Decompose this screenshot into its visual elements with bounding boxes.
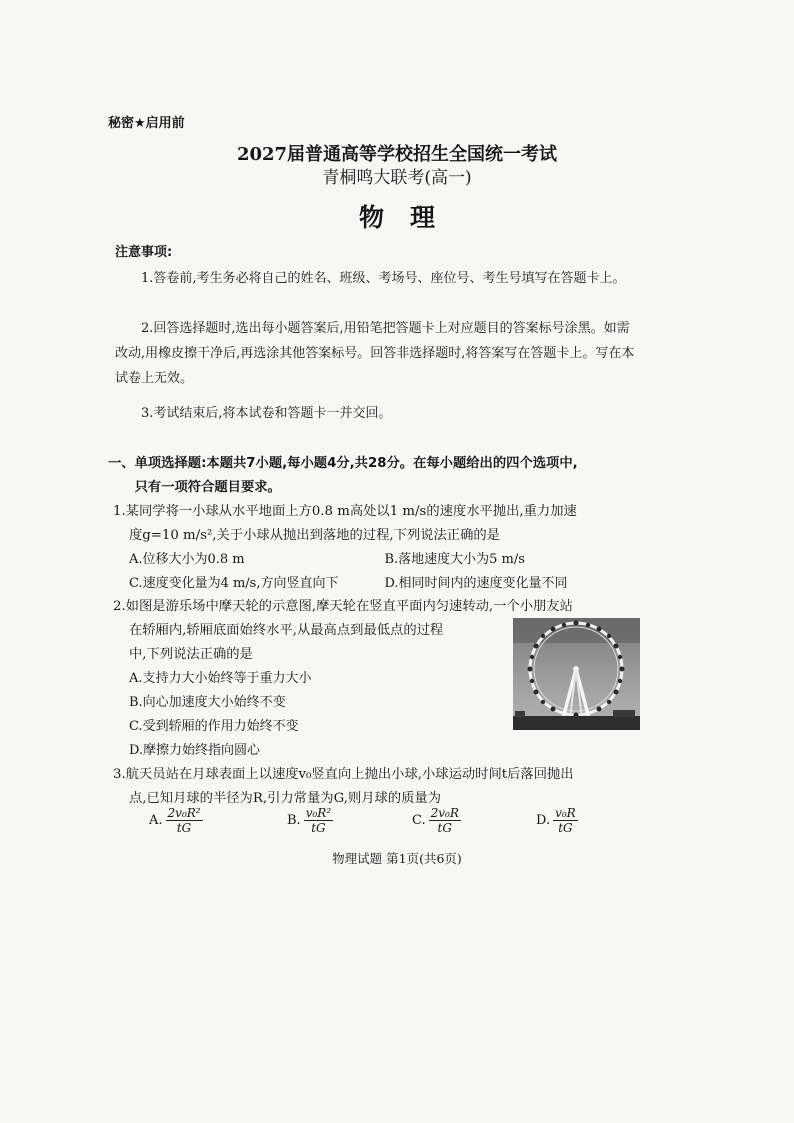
question-3-line1: 3.航天员站在月球表面上以速度v₀竖直向上抛出小球,小球运动时间t后落回抛出 bbox=[113, 767, 574, 782]
question-1-line2: 度g=10 m/s²,关于小球从抛出到落地的过程,下列说法正确的是 bbox=[128, 528, 500, 543]
notes-title: 注意事项: bbox=[115, 245, 173, 260]
q3-option-d-label: D. bbox=[536, 813, 551, 828]
question-1-line1: 1.某同学将一小球从水平地面上方0.8 m高处以1 m/s的速度水平抛出,重力加速 bbox=[113, 504, 577, 519]
question-3 bbox=[113, 763, 640, 811]
exam-title: 2027届普通高等学校招生全国统一考试 bbox=[236, 144, 558, 165]
q3-option-a-numerator: 2v₀R² bbox=[167, 806, 201, 820]
question-2-line3: 中,下列说法正确的是 bbox=[128, 647, 253, 662]
question-1 bbox=[113, 500, 640, 596]
q3-option-c-denominator: tG bbox=[437, 821, 452, 835]
q3-option-a-label: A. bbox=[149, 813, 163, 828]
q1-option-c: C.速度变化量为4 m/s,方向竖直向下 bbox=[128, 576, 339, 591]
q3-option-b-numerator: v₀R² bbox=[305, 806, 332, 820]
confidential-label: 秘密★启用前 bbox=[108, 116, 185, 131]
q1-option-b: B.落地速度大小为5 m/s bbox=[384, 552, 525, 567]
q3-option-d-denominator: tG bbox=[558, 821, 573, 835]
q2-option-d: D.摩擦力始终指向圆心 bbox=[128, 743, 261, 758]
section-heading-line2: 只有一项符合题目要求。 bbox=[134, 480, 281, 495]
q3-option-b-label: B. bbox=[287, 813, 301, 828]
note-item-3: 3.考试结束后,将本试卷和答题卡一并交回。 bbox=[141, 406, 392, 421]
exam-subtitle: 青桐鸣大联考(高一) bbox=[322, 168, 472, 188]
section-heading bbox=[108, 452, 640, 500]
q3-option-b-denominator: tG bbox=[311, 821, 326, 835]
q3-option-d bbox=[536, 806, 578, 835]
subject-title: 物理 bbox=[358, 203, 461, 232]
q3-option-a bbox=[149, 806, 203, 835]
question-1-options bbox=[113, 548, 640, 596]
q3-option-d-numerator: v₀R bbox=[555, 806, 576, 820]
question-3-line2: 点,已知月球的半径为R,引力常量为G,则月球的质量为 bbox=[128, 791, 442, 806]
q1-option-a: A.位移大小为0.8 m bbox=[128, 552, 245, 567]
q3-option-c bbox=[412, 806, 461, 835]
page-footer: 物理试题 第1页(共6页) bbox=[332, 851, 462, 866]
q1-option-d: D.相同时间内的速度变化量不同 bbox=[384, 576, 568, 591]
q3-option-c-label: C. bbox=[412, 813, 426, 828]
q3-option-b bbox=[287, 806, 333, 835]
q3-option-c-numerator: 2v₀R bbox=[430, 806, 459, 820]
ferris-wheel-image bbox=[513, 618, 640, 730]
q2-option-a: A.支持力大小始终等于重力大小 bbox=[128, 671, 312, 686]
note-item-2: 2.回答选择题时,选出每小题答案后,用铅笔把答题卡上对应题目的答案标号涂黑。如需改动,用橡皮擦干净后,再选涂其他答案标号。回答非选择题时,将答案写在答题卡上。写在本试卷上无效。 bbox=[115, 321, 635, 386]
q2-option-b: B.向心加速度大小始终不变 bbox=[128, 695, 286, 710]
q2-option-c: C.受到轿厢的作用力始终不变 bbox=[128, 719, 299, 734]
note-item-1: 1.答卷前,考生务必将自己的姓名、班级、考场号、座位号、考生号填写在答题卡上。 bbox=[141, 271, 626, 286]
q3-option-a-denominator: tG bbox=[176, 821, 192, 835]
question-2-line2: 在轿厢内,轿厢底面始终水平,从最高点到最低点的过程 bbox=[128, 623, 444, 638]
question-2-line1: 2.如图是游乐场中摩天轮的示意图,摩天轮在竖直平面内匀速转动,一个小朋友站 bbox=[113, 599, 573, 614]
section-heading-line1: 一、单项选择题:本题共7小题,每小题4分,共28分。在每小题给出的四个选项中, bbox=[108, 456, 578, 471]
